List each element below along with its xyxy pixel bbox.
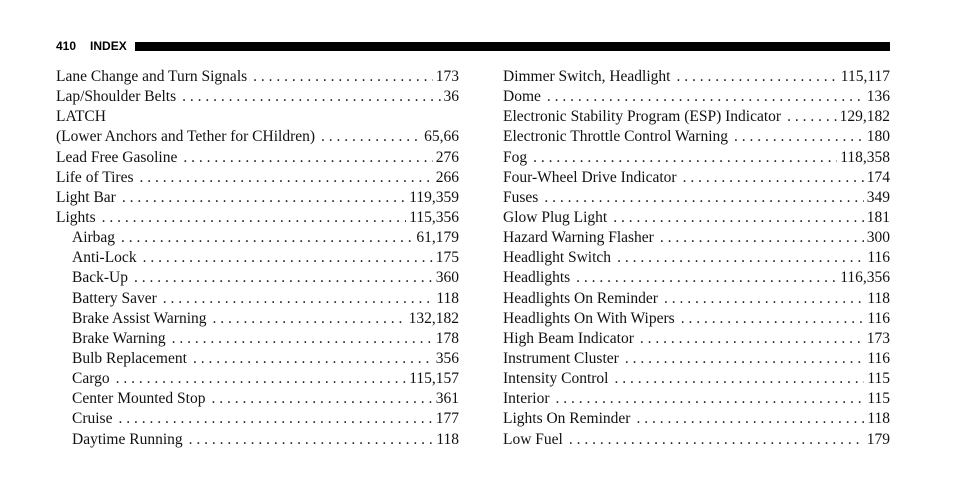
index-subentry — [56, 268, 459, 288]
index-entry — [503, 168, 890, 188]
entry-page-ref: 36 — [443, 88, 459, 106]
dot-leader — [122, 188, 406, 208]
index-subentry — [56, 409, 459, 429]
dot-leader — [140, 168, 433, 188]
index-subentry — [56, 329, 459, 349]
dot-leader — [118, 409, 432, 429]
entry-label: Fog — [503, 148, 528, 166]
entry-page-ref: 65,66 — [424, 128, 459, 146]
index-entry — [503, 369, 890, 389]
dot-leader — [102, 208, 407, 228]
entry-label: Hazard Warning Flasher — [503, 229, 654, 247]
dot-leader — [544, 188, 863, 208]
entry-label: Light Bar — [56, 188, 116, 206]
entry-label: Airbag — [72, 229, 116, 247]
entry-page-ref: 118 — [436, 289, 459, 307]
dot-leader — [681, 309, 865, 329]
dot-leader — [555, 389, 864, 409]
index-entry — [503, 329, 890, 349]
entry-label: Headlights On Reminder — [503, 289, 658, 307]
entry-label: Fuses — [503, 188, 539, 206]
dot-leader — [734, 127, 864, 147]
index-entry — [56, 168, 459, 188]
entry-page-ref: 276 — [435, 148, 459, 166]
entry-page-ref: 119,359 — [409, 188, 459, 206]
index-entry — [503, 268, 890, 288]
dot-leader — [636, 409, 864, 429]
entry-page-ref: 173 — [866, 329, 890, 347]
index-entry — [56, 188, 459, 208]
dot-leader — [116, 369, 407, 389]
index-entry — [56, 67, 459, 87]
index-subentry — [56, 309, 459, 329]
index-subentry — [56, 289, 459, 309]
entry-label: Life of Tires — [56, 168, 134, 186]
entry-label: Battery Saver — [72, 289, 157, 307]
entry-label: Brake Assist Warning — [72, 309, 207, 327]
dot-leader — [613, 208, 864, 228]
index-entry — [503, 389, 890, 409]
dot-leader — [660, 228, 864, 248]
entry-label: Cargo — [72, 370, 110, 388]
entry-page-ref: 115,117 — [840, 68, 890, 85]
dot-leader — [617, 248, 864, 268]
dot-leader — [625, 349, 865, 369]
entry-label: Center Mounted Stop — [72, 390, 206, 408]
index-entry — [56, 107, 459, 127]
entry-page-ref: 179 — [866, 430, 890, 448]
entry-page-ref: 300 — [866, 229, 890, 247]
entry-label: Lane Change and Turn Signals — [56, 68, 248, 85]
index-entry — [503, 349, 890, 369]
entry-page-ref: 115 — [867, 390, 890, 408]
section-title: INDEX — [90, 39, 127, 53]
index-entry — [503, 67, 890, 87]
dot-leader — [683, 168, 864, 188]
entry-label: Anti-Lock — [72, 249, 137, 267]
dot-leader — [172, 329, 433, 349]
entry-label: (Lower Anchors and Tether for CHildren) — [56, 128, 316, 146]
entry-page-ref: 116 — [867, 349, 890, 367]
index-entry — [503, 309, 890, 329]
index-subentry — [56, 349, 459, 369]
entry-page-ref: 115,356 — [409, 208, 459, 226]
entry-label: Electronic Stability Program (ESP) Indicator — [503, 108, 782, 126]
dot-leader — [182, 87, 440, 107]
page-number: 410 — [56, 39, 77, 53]
index-entry — [503, 188, 890, 208]
entry-page-ref: 116 — [867, 309, 890, 327]
index-entry — [503, 430, 890, 450]
index-entry — [503, 409, 890, 429]
entry-page-ref: 174 — [866, 168, 890, 186]
entry-page-ref: 116,356 — [840, 269, 890, 287]
index-entry — [503, 248, 890, 268]
dot-leader — [121, 228, 413, 248]
entry-label: Interior — [503, 390, 550, 408]
entry-page-ref: 266 — [435, 168, 459, 186]
entry-label: Cruise — [72, 410, 113, 428]
index-entry — [56, 127, 459, 147]
header-rule — [135, 42, 890, 51]
page-header — [56, 38, 890, 54]
index-subentry — [56, 369, 459, 389]
entry-page-ref: 129,182 — [839, 108, 890, 126]
entry-page-ref: 175 — [435, 249, 459, 267]
entry-page-ref: 349 — [866, 188, 890, 206]
entry-page-ref: 118 — [867, 410, 890, 428]
dot-leader — [163, 289, 434, 309]
entry-page-ref: 356 — [435, 349, 459, 367]
entry-label: Dome — [503, 88, 541, 106]
entry-page-ref: 115 — [867, 370, 890, 388]
dot-leader — [193, 349, 433, 369]
index-column-right — [503, 67, 890, 450]
dot-leader — [576, 268, 837, 288]
entry-page-ref: 61,179 — [416, 229, 459, 247]
entry-page-ref: 178 — [435, 329, 459, 347]
entry-label: Lap/Shoulder Belts — [56, 88, 177, 106]
entry-label: Headlights — [503, 269, 571, 287]
entry-label: Dimmer Switch, Headlight — [503, 68, 671, 85]
entry-label: Lights On Reminder — [503, 410, 631, 428]
dot-leader — [321, 127, 421, 147]
dot-leader — [676, 67, 837, 87]
entry-page-ref: 173 — [435, 68, 459, 85]
dot-leader — [614, 369, 864, 389]
entry-label: Glow Plug Light — [503, 208, 608, 226]
entry-page-ref: 116 — [867, 249, 890, 267]
index-entry — [503, 228, 890, 248]
dot-leader — [134, 268, 433, 288]
dot-leader — [569, 430, 864, 450]
dot-leader — [213, 309, 406, 329]
dot-leader — [664, 289, 864, 309]
entry-label: Back-Up — [72, 269, 128, 287]
entry-label: High Beam Indicator — [503, 329, 634, 347]
entry-page-ref: 360 — [435, 269, 459, 287]
dot-leader — [533, 148, 837, 168]
index-entry — [503, 87, 890, 107]
entry-page-ref: 118 — [436, 430, 459, 448]
index-entry — [56, 148, 459, 168]
index-entry — [503, 127, 890, 147]
index-column-left — [56, 67, 459, 450]
dot-leader — [787, 107, 837, 127]
dot-leader — [211, 389, 432, 409]
index-subentry — [56, 248, 459, 268]
entry-page-ref: 361 — [435, 390, 459, 408]
index-subentry — [56, 430, 459, 450]
index-entry — [503, 289, 890, 309]
entry-label: Headlight Switch — [503, 249, 612, 267]
entry-label: Electronic Throttle Control Warning — [503, 128, 729, 146]
index-entry — [503, 107, 890, 127]
entry-page-ref: 181 — [866, 208, 890, 226]
index-entry — [503, 148, 890, 168]
index-entry — [56, 87, 459, 107]
index-subentry — [56, 228, 459, 248]
entry-label: Brake Warning — [72, 329, 166, 347]
entry-label: Instrument Cluster — [503, 349, 619, 367]
entry-page-ref: 180 — [866, 128, 890, 146]
dot-leader — [189, 430, 434, 450]
dot-leader — [640, 329, 864, 349]
entry-page-ref: 115,157 — [409, 370, 459, 388]
entry-label: Bulb Replacement — [72, 349, 187, 367]
dot-leader — [143, 248, 433, 268]
entry-page-ref: 118,358 — [840, 148, 890, 166]
dot-leader — [547, 87, 864, 107]
entry-page-ref: 118 — [867, 289, 890, 307]
entry-page-ref: 136 — [866, 88, 890, 106]
dot-leader — [183, 148, 432, 168]
entry-page-ref: 132,182 — [408, 309, 459, 327]
index-entry — [503, 208, 890, 228]
dot-leader — [253, 67, 433, 87]
entry-label: LATCH — [56, 108, 106, 126]
entry-page-ref: 177 — [435, 410, 459, 428]
entry-label: Headlights On With Wipers — [503, 309, 675, 327]
entry-label: Low Fuel — [503, 430, 563, 448]
index-subentry — [56, 389, 459, 409]
entry-label: Lead Free Gasoline — [56, 148, 178, 166]
entry-label: Intensity Control — [503, 370, 609, 388]
entry-label: Daytime Running — [72, 430, 183, 448]
index-entry — [56, 208, 459, 228]
entry-label: Lights — [56, 208, 96, 226]
entry-label: Four-Wheel Drive Indicator — [503, 168, 677, 186]
